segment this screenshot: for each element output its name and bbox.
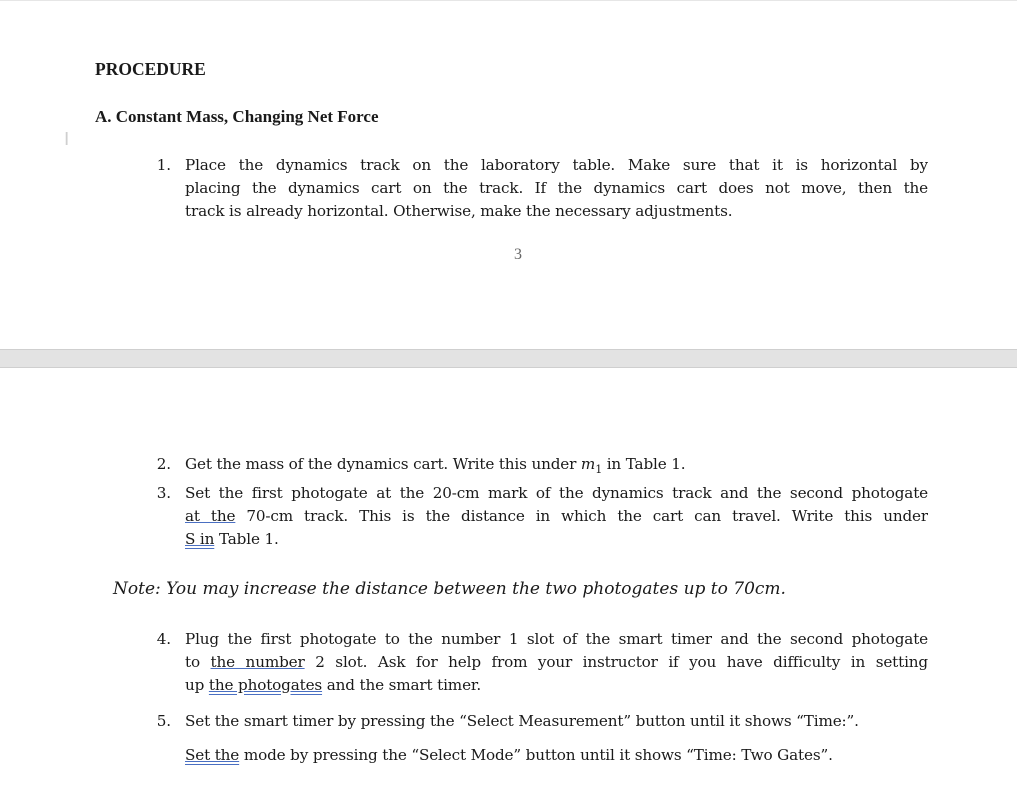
procedure-heading: PROCEDURE bbox=[95, 59, 206, 79]
item-3-line-2[interactable] bbox=[185, 507, 928, 525]
item-3-line-3[interactable] bbox=[185, 530, 279, 548]
item-4-line-3-rest: and the smart timer. bbox=[322, 676, 482, 694]
document-page-2 bbox=[0, 368, 1017, 787]
item-2-number: 2. bbox=[156, 455, 171, 473]
item-5-line-1[interactable]: Set the smart timer by pressing the “Select Measurement” button until it shows “Time:”. bbox=[185, 712, 859, 730]
item-5-line-2-underlined: Set the bbox=[185, 746, 240, 764]
item-3-line-3-rest: Table 1. bbox=[214, 530, 279, 548]
item-4-number: 4. bbox=[156, 630, 171, 648]
item-3-number: 3. bbox=[156, 484, 171, 502]
item-4-line-1[interactable]: Plug the first photogate to the number 1 slot of the smart timer and the second photogate bbox=[185, 630, 928, 648]
item-2-text-before: Get the mass of the dynamics cart. Write this under bbox=[185, 455, 581, 473]
item-3-line-1[interactable]: Set the first photogate at the 20-cm mark of the dynamics track and the second photogate bbox=[185, 484, 928, 502]
document-page-1 bbox=[0, 0, 1017, 350]
item-2-subscript: 1 bbox=[595, 463, 603, 477]
item-1-line-2[interactable]: placing the dynamics cart on the track. If the dynamics cart does not move, then the bbox=[185, 179, 928, 197]
item-4-line-2[interactable] bbox=[185, 653, 928, 671]
item-5-line-2-rest: mode by pressing the “Select Mode” button until it shows “Time: Two Gates”. bbox=[239, 746, 833, 764]
page-number: 3 bbox=[514, 246, 522, 263]
item-4-line-3-pre: up bbox=[185, 676, 209, 694]
item-2-symbol: m bbox=[580, 455, 596, 473]
item-4-line-2-pre: to bbox=[185, 653, 211, 671]
item-5-number: 5. bbox=[156, 712, 171, 730]
item-4-line-3[interactable] bbox=[185, 676, 481, 694]
item-4-line-2-underlined: the number bbox=[210, 653, 305, 671]
item-3-line-3-underlined: S in bbox=[185, 530, 215, 548]
section-a-heading: A. Constant Mass, Changing Net Force bbox=[95, 107, 379, 126]
item-3-line-2-rest: 70-cm track. This is the distance in which the cart can travel. Write this under bbox=[235, 507, 928, 525]
item-1-number: 1. bbox=[156, 156, 171, 174]
text-cursor-icon: I bbox=[64, 129, 70, 150]
item-1-line-3[interactable]: track is already horizontal. Otherwise, make the necessary adjustments. bbox=[185, 202, 733, 220]
note-text[interactable]: Note: You may increase the distance between the two photogates up to 70cm. bbox=[113, 579, 786, 599]
item-3-line-2-underlined: at the bbox=[185, 507, 236, 525]
item-2-text[interactable] bbox=[185, 455, 685, 476]
item-4-line-2-rest: 2 slot. Ask for help from your instructor if you have difficulty in setting bbox=[304, 653, 928, 671]
item-5-line-2[interactable] bbox=[185, 746, 833, 764]
item-1-line-1[interactable]: Place the dynamics track on the laboratory table. Make sure that it is horizontal by bbox=[185, 156, 928, 174]
item-2-text-after: in Table 1. bbox=[602, 455, 686, 473]
page-break-gap bbox=[0, 349, 1017, 368]
item-4-line-3-underlined: the photogates bbox=[208, 676, 323, 694]
